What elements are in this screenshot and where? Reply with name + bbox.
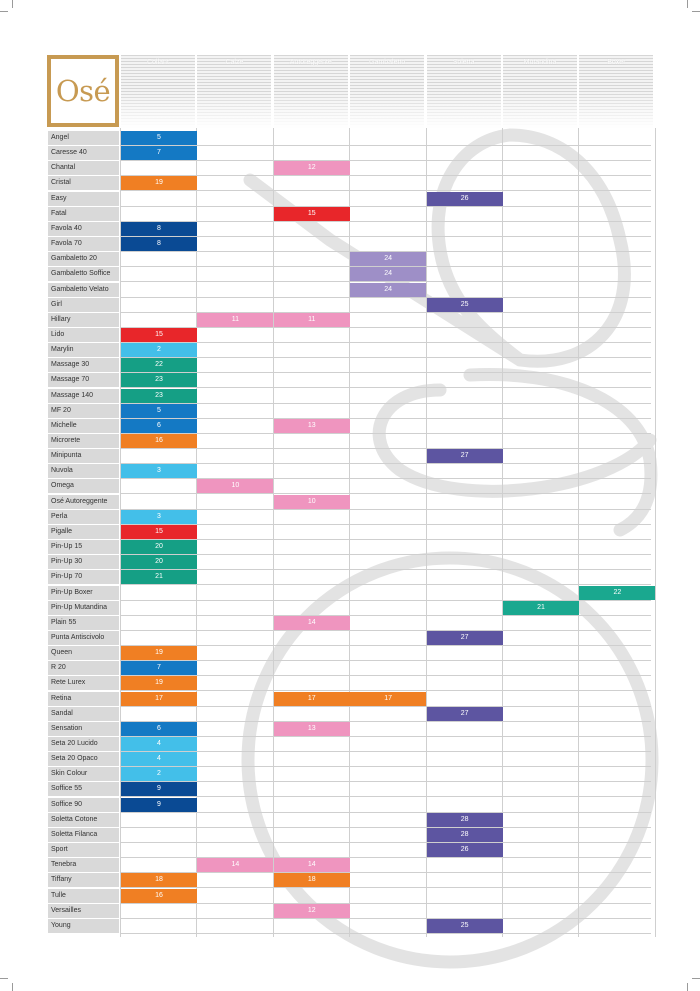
- page-number-cell: 5: [121, 404, 197, 418]
- table-row: [48, 525, 651, 540]
- column-header-label: Autoreggente: [289, 59, 332, 66]
- table-row: [48, 313, 651, 328]
- table-row: [48, 676, 651, 691]
- page-number-cell: 28: [427, 828, 503, 842]
- column-header-label: Soletta: [452, 59, 475, 66]
- product-name: Rete Lurex: [48, 676, 119, 690]
- table-row: [48, 192, 651, 207]
- page-number-cell: 10: [274, 495, 350, 509]
- table-row: [48, 798, 651, 813]
- product-name: Gambaletto 20: [48, 252, 119, 266]
- table-row: [48, 373, 651, 388]
- product-name: Angel: [48, 131, 119, 145]
- page-number-cell: 15: [274, 207, 350, 221]
- table-row: [48, 252, 651, 267]
- product-name: Punta Antiscivolo: [48, 631, 119, 645]
- table-row: [48, 843, 651, 858]
- product-name: Osé Autoreggente: [48, 495, 119, 509]
- page-number-cell: 17: [350, 692, 426, 706]
- page-number-cell: 25: [427, 919, 503, 933]
- page-number-cell: 16: [121, 889, 197, 903]
- table-row: [48, 146, 651, 161]
- page-number-cell: 6: [121, 722, 197, 736]
- page-number-cell: 8: [121, 237, 197, 251]
- page-number-cell: 10: [197, 479, 273, 493]
- grid-column-line: [655, 128, 656, 937]
- table-row: [48, 555, 651, 570]
- crop-mark: [12, 983, 13, 991]
- table-row: [48, 601, 651, 616]
- column-header: [503, 55, 577, 128]
- table-row: [48, 510, 651, 525]
- table-row: [48, 722, 651, 737]
- table-row: [48, 131, 651, 146]
- table-row: [48, 707, 651, 722]
- column-header: [197, 55, 271, 128]
- table-row: [48, 828, 651, 843]
- table-row: [48, 298, 651, 313]
- page-number-cell: 20: [121, 555, 197, 569]
- table-row: [48, 904, 651, 919]
- product-name: Lido: [48, 328, 119, 342]
- column-header-label: Boxer: [607, 59, 626, 66]
- page-number-cell: 4: [121, 737, 197, 751]
- table-row: [48, 873, 651, 888]
- table-row: [48, 328, 651, 343]
- table-row: [48, 479, 651, 494]
- page-number-cell: 21: [503, 601, 579, 615]
- page-number-cell: 19: [121, 676, 197, 690]
- product-name: Gambaletto Soffice: [48, 267, 119, 281]
- page-number-cell: 23: [121, 373, 197, 387]
- product-name: Pigalle: [48, 525, 119, 539]
- column-header-label: Calze: [225, 59, 244, 66]
- crop-mark: [12, 0, 13, 8]
- product-name: R 20: [48, 661, 119, 675]
- table-row: [48, 692, 651, 707]
- product-name: Tulle: [48, 889, 119, 903]
- table-row: [48, 737, 651, 752]
- page-number-cell: 9: [121, 798, 197, 812]
- product-name: Marylin: [48, 343, 119, 357]
- page-number-cell: 15: [121, 525, 197, 539]
- page-number-cell: 27: [427, 449, 503, 463]
- product-name: Fatal: [48, 207, 119, 221]
- product-name: Seta 20 Opaco: [48, 752, 119, 766]
- table-row: [48, 283, 651, 298]
- table-row: [48, 343, 651, 358]
- product-name: Pin-Up Boxer: [48, 586, 119, 600]
- product-name: Gambaletto Velato: [48, 283, 119, 297]
- table-row: [48, 813, 651, 828]
- product-name: Hillary: [48, 313, 119, 327]
- table-row: [48, 161, 651, 176]
- product-name: Soffice 90: [48, 798, 119, 812]
- product-name: Easy: [48, 192, 119, 206]
- table-row: [48, 858, 651, 873]
- page-number-cell: 14: [274, 858, 350, 872]
- table-row: [48, 237, 651, 252]
- product-name: Cristal: [48, 176, 119, 190]
- column-header-label: Collant: [147, 59, 169, 66]
- product-name: Soffice 55: [48, 782, 119, 796]
- table-row: [48, 767, 651, 782]
- column-header-label: Gambaletto: [369, 59, 406, 66]
- page-number-cell: 8: [121, 222, 197, 236]
- product-name: Tenebra: [48, 858, 119, 872]
- product-name: Omega: [48, 479, 119, 493]
- product-name: Retina: [48, 692, 119, 706]
- product-name: Young: [48, 919, 119, 933]
- table-row: [48, 540, 651, 555]
- page-number-cell: 15: [121, 328, 197, 342]
- table-row: [48, 495, 651, 510]
- page-number-cell: 24: [350, 252, 426, 266]
- table-row: [48, 661, 651, 676]
- table-row: [48, 419, 651, 434]
- table-row: [48, 919, 651, 934]
- page-number-cell: 18: [121, 873, 197, 887]
- crop-mark: [687, 0, 688, 8]
- product-name: Tiffany: [48, 873, 119, 887]
- page-number-cell: 19: [121, 176, 197, 190]
- product-name: Pin-Up Mutandina: [48, 601, 119, 615]
- product-name: Skin Colour: [48, 767, 119, 781]
- page-number-cell: 18: [274, 873, 350, 887]
- logo-text: Osé: [55, 74, 111, 108]
- page-number-cell: 22: [579, 586, 655, 600]
- product-name: Sport: [48, 843, 119, 857]
- page-number-cell: 17: [274, 692, 350, 706]
- product-name: Favola 70: [48, 237, 119, 251]
- product-name: Pin-Up 15: [48, 540, 119, 554]
- page-number-cell: 22: [121, 358, 197, 372]
- page-number-cell: 2: [121, 767, 197, 781]
- page-number-cell: 26: [427, 843, 503, 857]
- product-name: Seta 20 Lucido: [48, 737, 119, 751]
- product-name: Massage 30: [48, 358, 119, 372]
- table-row: [48, 646, 651, 661]
- product-name: Queen: [48, 646, 119, 660]
- product-name: Pin-Up 70: [48, 570, 119, 584]
- product-name: Sandal: [48, 707, 119, 721]
- table-row: [48, 267, 651, 282]
- table-row: [48, 434, 651, 449]
- crop-mark: [687, 983, 688, 991]
- table-row: [48, 889, 651, 904]
- product-name: Massage 70: [48, 373, 119, 387]
- table-row: [48, 586, 651, 601]
- page-number-cell: 12: [274, 161, 350, 175]
- page-number-cell: 14: [274, 616, 350, 630]
- product-name: MF 20: [48, 404, 119, 418]
- table-row: [48, 782, 651, 797]
- product-name: Girl: [48, 298, 119, 312]
- crop-mark: [0, 978, 8, 979]
- page-number-cell: 27: [427, 707, 503, 721]
- table-row: [48, 176, 651, 191]
- table-row: [48, 449, 651, 464]
- product-name: Caresse 40: [48, 146, 119, 160]
- page-number-cell: 14: [197, 858, 273, 872]
- product-name: Perla: [48, 510, 119, 524]
- table-row: [48, 207, 651, 222]
- page-number-cell: 20: [121, 540, 197, 554]
- page-number-cell: 6: [121, 419, 197, 433]
- page-number-cell: 25: [427, 298, 503, 312]
- column-header: [350, 55, 424, 128]
- page-number-cell: 24: [350, 267, 426, 281]
- page-number-cell: 24: [350, 283, 426, 297]
- table-row: [48, 631, 651, 646]
- crop-mark: [692, 978, 700, 979]
- page-number-cell: 3: [121, 464, 197, 478]
- page-number-cell: 23: [121, 389, 197, 403]
- column-header: [274, 55, 348, 128]
- product-name: Nuvola: [48, 464, 119, 478]
- product-name: Favola 40: [48, 222, 119, 236]
- column-header-label: Mutandina: [523, 59, 557, 66]
- product-name: Michelle: [48, 419, 119, 433]
- page-number-cell: 5: [121, 131, 197, 145]
- table-row: [48, 616, 651, 631]
- table-row: [48, 389, 651, 404]
- column-header: [427, 55, 501, 128]
- page-number-cell: 26: [427, 192, 503, 206]
- page-number-cell: 11: [274, 313, 350, 327]
- page-number-cell: 19: [121, 646, 197, 660]
- product-name: Chantal: [48, 161, 119, 175]
- page-number-cell: 13: [274, 419, 350, 433]
- table-row: [48, 464, 651, 479]
- page-number-cell: 7: [121, 661, 197, 675]
- product-name: Pin-Up 30: [48, 555, 119, 569]
- product-name: Versailles: [48, 904, 119, 918]
- column-header: [579, 55, 653, 128]
- column-header: [121, 55, 195, 128]
- product-name: Sensation: [48, 722, 119, 736]
- brand-logo: [47, 55, 119, 127]
- page-number-cell: 27: [427, 631, 503, 645]
- page-number-cell: 11: [197, 313, 273, 327]
- table-row: [48, 752, 651, 767]
- crop-mark: [692, 11, 700, 12]
- product-name: Massage 140: [48, 389, 119, 403]
- page-number-cell: 4: [121, 752, 197, 766]
- page-number-cell: 13: [274, 722, 350, 736]
- page-number-cell: 21: [121, 570, 197, 584]
- table-row: [48, 404, 651, 419]
- table-row: [48, 570, 651, 585]
- product-name: Minipunta: [48, 449, 119, 463]
- page-number-cell: 9: [121, 782, 197, 796]
- page-number-cell: 16: [121, 434, 197, 448]
- page-number-cell: 28: [427, 813, 503, 827]
- table-row: [48, 222, 651, 237]
- product-name: Soletta Cotone: [48, 813, 119, 827]
- crop-mark: [0, 11, 8, 12]
- page-number-cell: 2: [121, 343, 197, 357]
- page-number-cell: 12: [274, 904, 350, 918]
- product-name: Plain 55: [48, 616, 119, 630]
- product-name: Microrete: [48, 434, 119, 448]
- row-divider: [120, 933, 651, 934]
- product-name: Soletta Filanca: [48, 828, 119, 842]
- table-row: [48, 358, 651, 373]
- page-number-cell: 7: [121, 146, 197, 160]
- page-number-cell: 17: [121, 692, 197, 706]
- page-number-cell: 3: [121, 510, 197, 524]
